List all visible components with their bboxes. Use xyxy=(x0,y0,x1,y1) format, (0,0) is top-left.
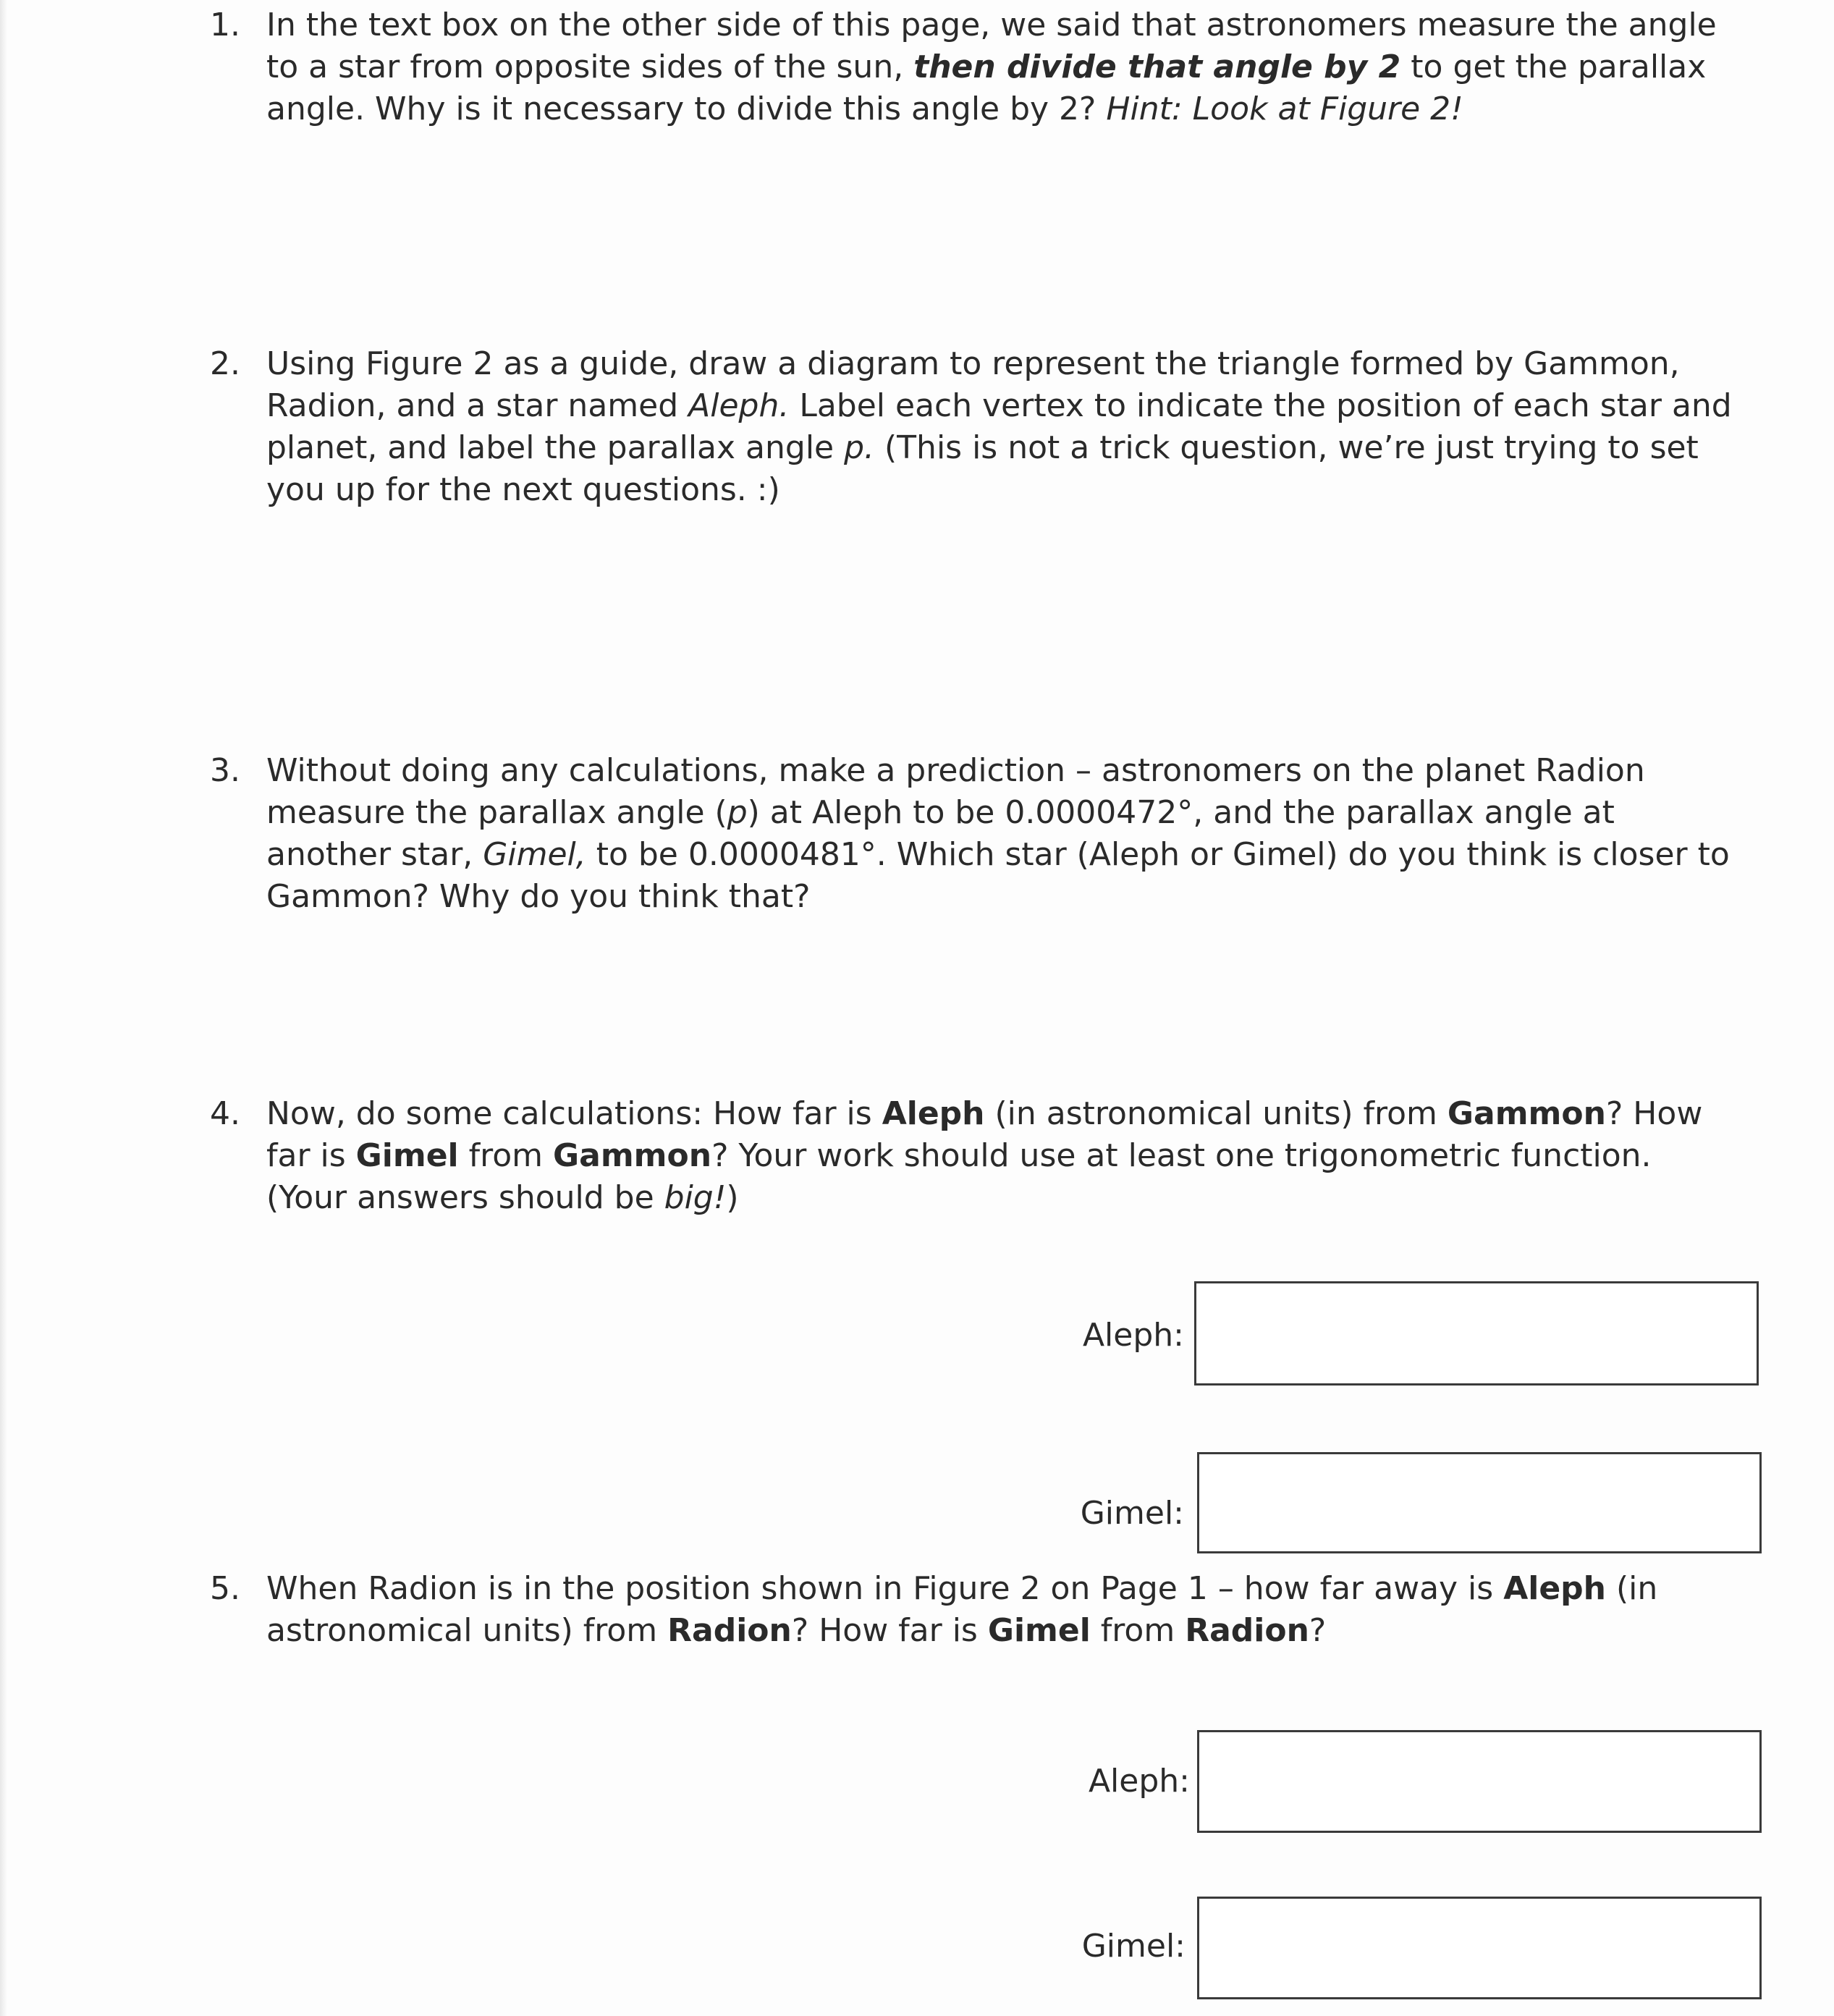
answer-box-gimel[interactable] xyxy=(1197,1452,1762,1553)
text-segment: ? Your work should use at least one trigonometric function. (Your answers should be xyxy=(266,1137,1652,1216)
question-text xyxy=(266,750,1737,918)
text-segment: Now, do some calculations: How far is xyxy=(266,1095,882,1132)
text-segment: Label each vertex to indicate the position of each star and planet, and label the parallax angle xyxy=(266,387,1732,466)
text-segment: ? How far is xyxy=(266,1095,1703,1174)
question-2 xyxy=(210,343,1737,511)
bold-text: Radion xyxy=(667,1612,792,1649)
text-segment: ) xyxy=(726,1179,739,1216)
text-segment: from xyxy=(458,1137,554,1174)
question-number: 3. xyxy=(210,752,240,789)
bold-text: Gimel xyxy=(355,1137,459,1174)
question-number: 2. xyxy=(210,345,240,382)
question-number: 4. xyxy=(210,1095,240,1132)
bold-text: Radion xyxy=(1185,1612,1309,1649)
hint-text: Hint: Look at Figure 2! xyxy=(1106,90,1463,127)
answer-label-aleph: Aleph: xyxy=(1082,1317,1184,1354)
page-edge-shadow xyxy=(0,0,7,2016)
italic-text: p xyxy=(727,794,748,831)
answer-box-aleph[interactable] xyxy=(1194,1281,1759,1386)
text-segment: (This is not a trick question, we’re just trying to set you up for the next questions. :) xyxy=(266,429,1699,508)
question-5 xyxy=(210,1568,1737,1652)
text-segment: ? How far is xyxy=(791,1612,988,1649)
answer-box-gimel-radion[interactable] xyxy=(1197,1897,1762,1999)
answer-label-gimel: Gimel: xyxy=(1080,1495,1184,1532)
text-segment: to be 0.0000481°. Which star (Aleph or Gimel) do you think is closer to Gammon? Why do you think that? xyxy=(266,836,1730,915)
text-segment: ? xyxy=(1309,1612,1327,1649)
question-3 xyxy=(210,750,1737,918)
text-segment: ) at Aleph to be 0.0000472°, and the parallax angle at another star, xyxy=(266,794,1615,873)
bold-text: Gammon xyxy=(553,1137,712,1174)
text-segment: to get the parallax angle. Why is it necessary to divide this angle by 2? xyxy=(266,48,1707,127)
question-4 xyxy=(210,1093,1737,1219)
bold-text: Aleph xyxy=(1503,1570,1606,1607)
bold-text: Aleph xyxy=(882,1095,985,1132)
question-1 xyxy=(210,4,1737,130)
question-text xyxy=(266,4,1737,130)
bold-text: Gimel xyxy=(987,1612,1091,1649)
italic-text: Gimel, xyxy=(483,836,586,873)
italic-text: p. xyxy=(844,429,875,466)
question-text xyxy=(266,343,1737,511)
question-number: 1. xyxy=(210,7,240,43)
italic-text: big! xyxy=(664,1179,727,1216)
answer-label-aleph-radion: Aleph: xyxy=(1088,1763,1190,1800)
italic-text: Aleph. xyxy=(688,387,790,424)
bold-text: Gammon xyxy=(1447,1095,1606,1132)
text-segment: from xyxy=(1090,1612,1186,1649)
answer-box-aleph-radion[interactable] xyxy=(1197,1730,1762,1833)
question-text xyxy=(266,1568,1737,1652)
text-segment: (in astronomical units) from xyxy=(266,1570,1658,1649)
answer-label-gimel-radion: Gimel: xyxy=(1081,1928,1186,1965)
question-number: 5. xyxy=(210,1570,240,1607)
emphasis-text: then divide that angle by 2 xyxy=(913,48,1401,85)
text-segment: (in astronomical units) from xyxy=(984,1095,1448,1132)
text-segment: In the text box on the other side of this page, we said that astronomers measure the angle to a star from opposite sides of the sun, xyxy=(266,7,1717,85)
text-segment: When Radion is in the position shown in Figure 2 on Page 1 – how far away is xyxy=(266,1570,1504,1607)
text-segment: Without doing any calculations, make a prediction – astronomers on the planet Radion measure the parallax angle ( xyxy=(266,752,1645,831)
question-text xyxy=(266,1093,1737,1219)
text-segment: Using Figure 2 as a guide, draw a diagram to represent the triangle formed by Gammon, Radion, and a star named xyxy=(266,345,1680,424)
